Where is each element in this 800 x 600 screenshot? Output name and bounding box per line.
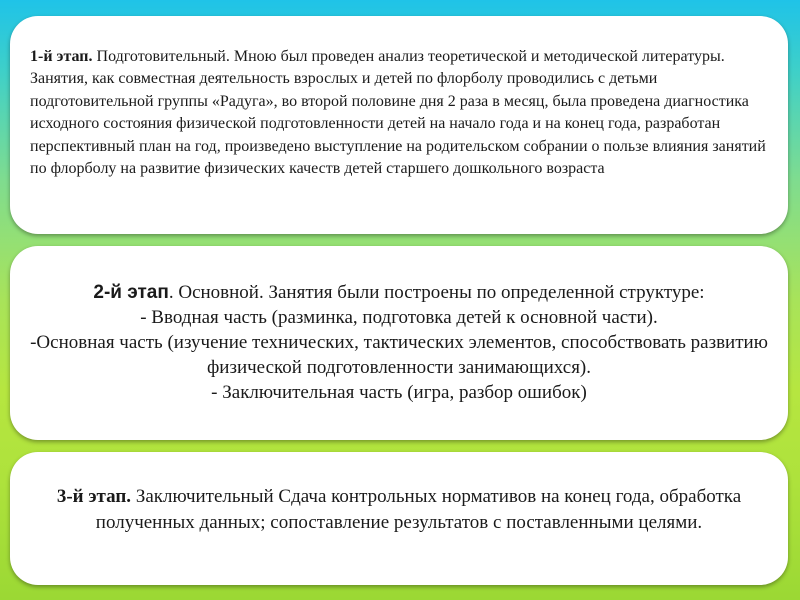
stage-2-item-main: -Основная часть (изучение технических, тактических элементов, способствовать развитию физической подготовленности занимающихся). bbox=[30, 332, 768, 378]
stage-1-heading: 1-й этап. bbox=[30, 48, 93, 65]
stage-3-text: Заключительный Сдача контрольных нормативов на конец года, обработка полученных данных; сопоставление результатов с поставленными целями. bbox=[95, 486, 742, 533]
stage-2-intro bbox=[24, 280, 774, 305]
stage-2-heading: 2-й этап bbox=[93, 282, 169, 303]
stage-1-text: Подготовительный. Мною был проведен анализ теоретической и методической литературы. Занятия, как совместная деятельность взрослых и детей по флорболу проводились с детьми подготовительной группы «Радуга», во второй половине дня 2 раза в месяц, была проведена диагностика исходного состояния физической подготовленности детей на начало года и на конец года, разработан перспективный план на год, произведено выступление на родительском собрании о пользе влияния занятий по флорболу на развитие физических качеств детей старшего дошкольного возраста bbox=[30, 48, 766, 178]
stage-2-item-intro: - Вводная часть (разминка, подготовка детей к основной части). bbox=[140, 307, 658, 328]
stage-2-text: . Основной. Занятия были построены по определенной структуре: bbox=[168, 282, 705, 303]
stage-2-item-final: - Заключительная часть (игра, разбор ошибок) bbox=[211, 382, 587, 403]
stage-3-panel bbox=[10, 452, 788, 585]
stage-1-panel bbox=[10, 16, 788, 234]
stage-2-panel bbox=[10, 246, 788, 440]
stage-3-heading: 3-й этап. bbox=[56, 486, 132, 507]
